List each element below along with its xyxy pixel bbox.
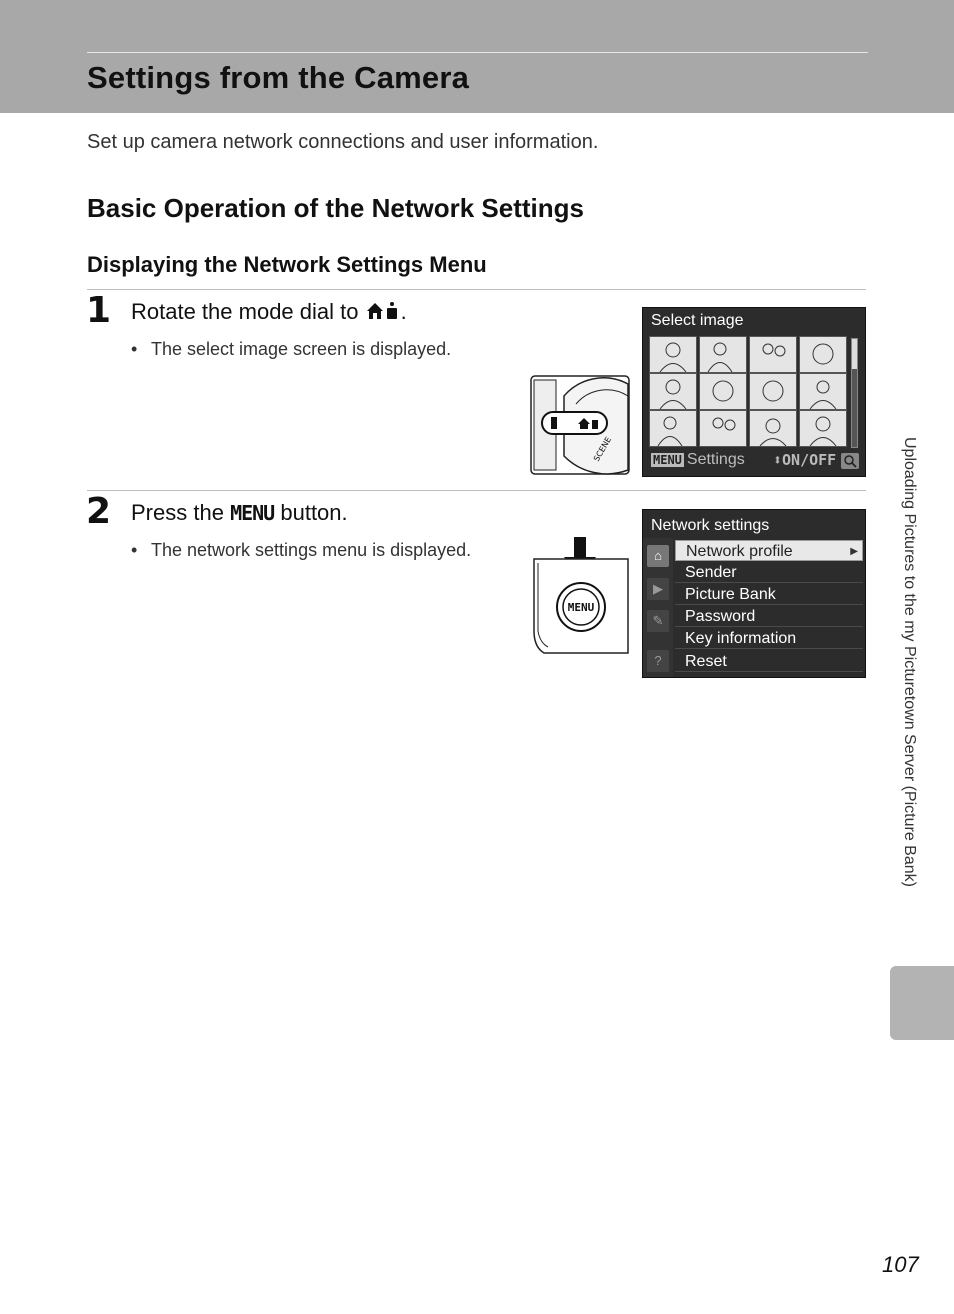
menu-tab-strip <box>643 538 673 677</box>
footer-toggle-label: ON/OFF <box>782 451 837 469</box>
thumbnail <box>649 410 697 447</box>
footer-settings-label: Settings <box>686 451 745 468</box>
menu-button-illustration <box>530 535 630 655</box>
dial-scene-label: SCENE <box>591 435 614 463</box>
select-image-screen <box>642 307 866 477</box>
step-number: 1 <box>86 290 112 331</box>
header-rule <box>87 52 868 53</box>
bullet-text: The select image screen is displayed. <box>151 339 452 359</box>
step-text <box>131 299 407 327</box>
menu-button-label: MENU <box>230 501 275 525</box>
menu-item-network-profile[interactable] <box>675 540 863 561</box>
thumbnail <box>799 410 847 447</box>
side-tab-marker <box>890 966 954 1040</box>
menu-item-label: Sender <box>685 564 737 581</box>
thumbnail <box>649 336 697 373</box>
menu-item-label: Picture Bank <box>685 586 776 603</box>
thumbnail <box>749 373 797 410</box>
thumbnail <box>649 373 697 410</box>
tab-help-icon[interactable]: ? <box>647 650 669 672</box>
bullet-text: The network settings menu is displayed. <box>151 540 472 560</box>
step-text-before: Rotate the mode dial to <box>131 299 359 324</box>
menu-item-sender[interactable] <box>675 562 863 583</box>
menu-item-key-information[interactable] <box>675 628 863 649</box>
step-number: 2 <box>86 491 112 532</box>
screen-title: Network settings <box>651 517 770 534</box>
thumbnail <box>699 410 747 447</box>
page-number: 107 <box>882 1252 919 1277</box>
tab-playback-icon[interactable]: ▶ <box>647 578 669 600</box>
divider <box>87 490 866 491</box>
menu-item-label: Key information <box>685 630 797 647</box>
step-text-before: Press the <box>131 500 224 525</box>
up-down-icon: ⬍ <box>773 451 783 469</box>
divider <box>87 289 866 290</box>
menu-item-label: Password <box>685 608 756 625</box>
bullet-dot-icon: • <box>131 540 138 560</box>
arrow-right-icon: ▶ <box>850 546 858 557</box>
step-bullet <box>131 540 471 561</box>
menu-button-text: MENU <box>567 601 595 614</box>
tab-network-icon[interactable]: ⌂ <box>647 545 669 567</box>
thumbnail <box>799 373 847 410</box>
step-text <box>131 500 348 526</box>
side-tab-text: Uploading Pictures to the my Picturetown Server (Picture Bank) <box>901 437 918 887</box>
section-title: Basic Operation of the Network Settings <box>87 193 584 223</box>
network-settings-screen <box>642 509 866 678</box>
step-text-after: . <box>400 299 407 324</box>
mode-dial-illustration <box>530 374 630 476</box>
thumbnail <box>799 336 847 373</box>
footer-toggle <box>773 451 836 469</box>
screen-title: Select image <box>651 312 744 329</box>
page-title: Settings from the Camera <box>87 60 470 95</box>
wifi-mode-icon <box>365 299 401 327</box>
subsection-title: Displaying the Network Settings Menu <box>87 252 487 277</box>
thumbnail <box>699 336 747 373</box>
scrollbar-thumb[interactable] <box>852 339 857 369</box>
scrollbar[interactable] <box>851 338 858 448</box>
zoom-icon <box>841 453 859 469</box>
step-bullet <box>131 339 451 360</box>
menu-tag: MENU <box>653 452 682 467</box>
menu-item-label: Reset <box>685 653 727 670</box>
tab-setup-wrench-icon[interactable]: ✎ <box>647 610 669 632</box>
menu-item-reset[interactable] <box>675 651 863 672</box>
bullet-dot-icon: • <box>131 339 138 359</box>
menu-item-password[interactable] <box>675 606 863 627</box>
thumbnail <box>699 373 747 410</box>
screen-footer <box>651 451 745 469</box>
thumbnail <box>749 410 797 447</box>
menu-item-label: Network profile <box>686 543 793 560</box>
thumbnail <box>749 336 797 373</box>
intro-text: Set up camera network connections and user information. <box>87 131 599 153</box>
header-band <box>0 0 954 113</box>
step-text-after: button. <box>280 500 348 525</box>
menu-item-picture-bank[interactable] <box>675 584 863 605</box>
side-tab <box>896 437 926 957</box>
